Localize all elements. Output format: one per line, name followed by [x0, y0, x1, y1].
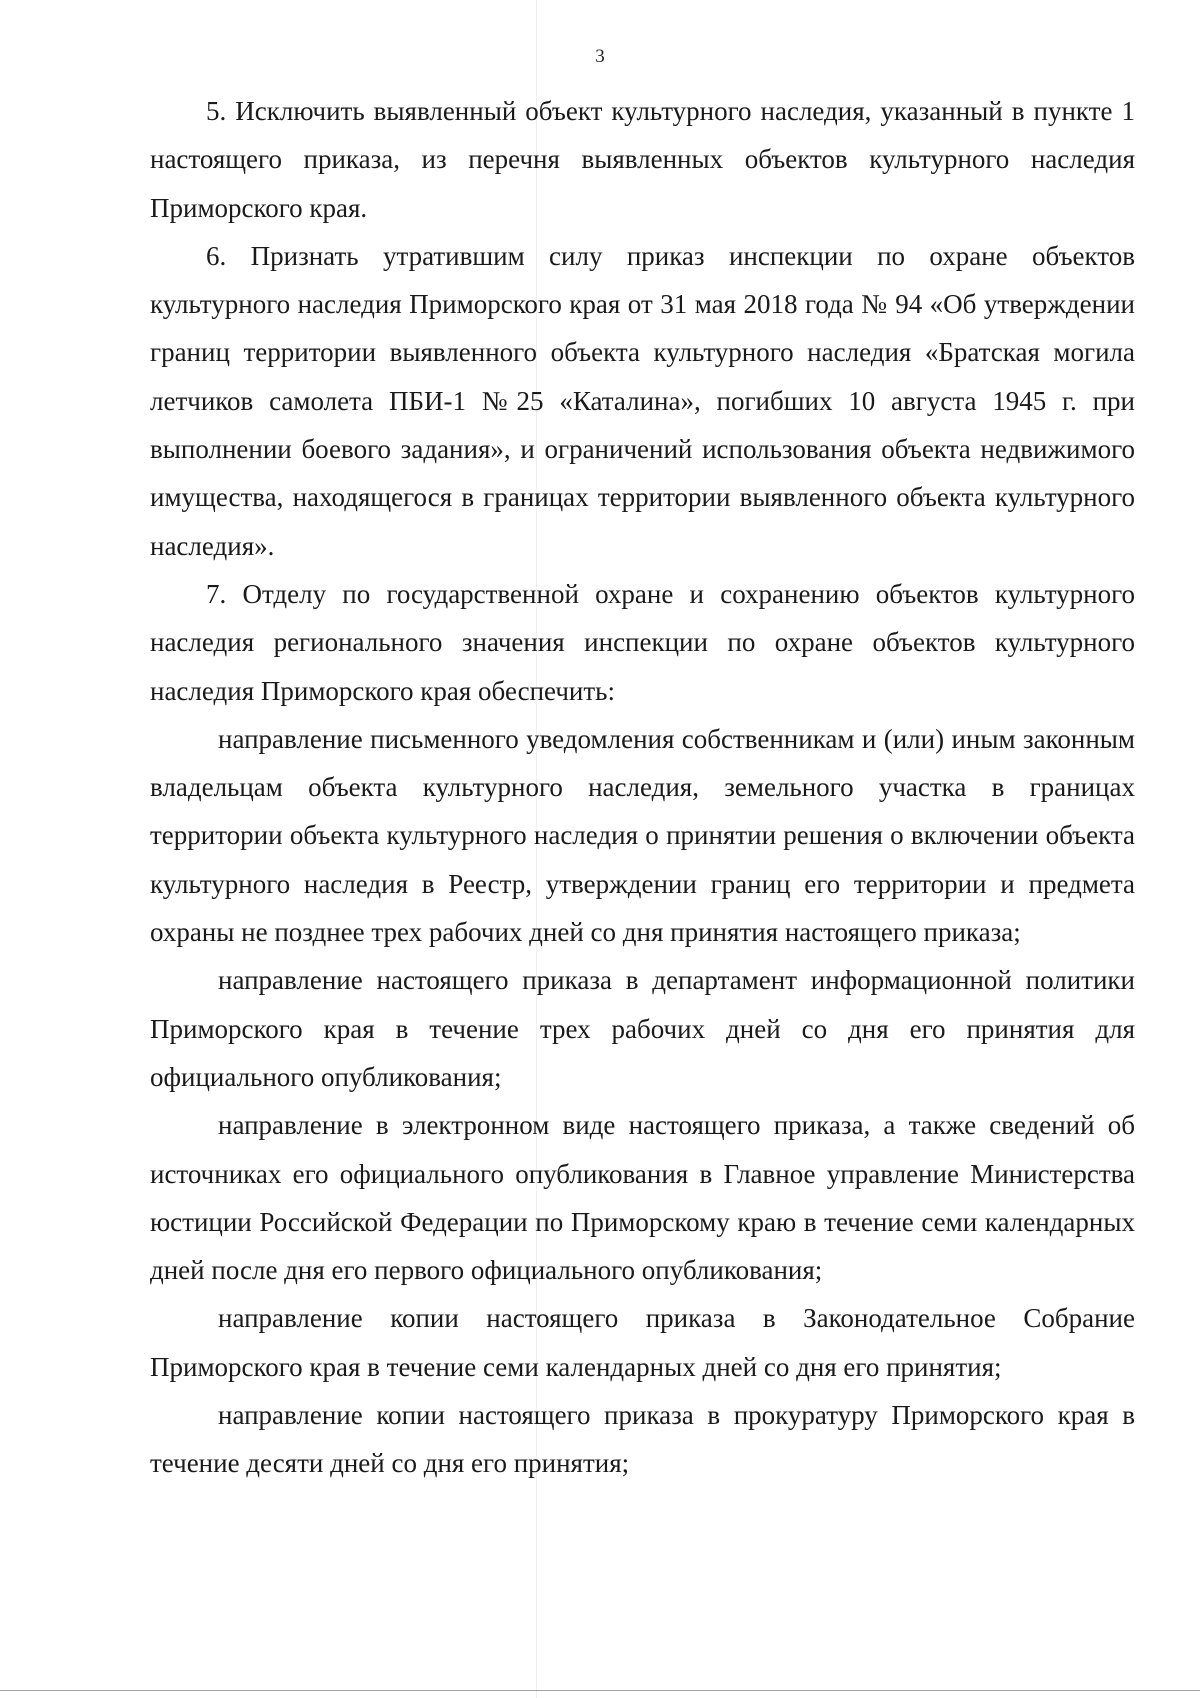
paragraph-item-6: 6. Признать утратившим силу приказ инспекции по охране объектов культурного наследия Приморского края от 31 мая 2018 года № 94 «Об утверждении границ территории выявленного объекта культурного наследия «Братская могила летчиков самолета ПБИ-1 №25 «Каталина», погибших 10 августа 1945 г. при выполнении боевого задания», и ограничений использования объекта недвижимого имущества, находящегося в границах территории выявленного объекта культурного наследия». [150, 240, 1135, 561]
document-body [150, 87, 1135, 1488]
paragraph-subitem-publication: направление настоящего приказа в департамент информационной политики Приморского края в течение трех рабочих дней со дня его принятия для официального опубликования; [150, 965, 1135, 1092]
paragraph-item-7: 7. Отделу по государственной охране и сохранению объектов культурного наследия регионального значения инспекции по охране объектов культурного наследия Приморского края обеспечить: [150, 578, 1135, 706]
paragraph-subitem-ministry-of-justice: направление в электронном виде настоящего приказа, а также сведений об источниках его официального опубликования в Главное управление Министерства юстиции Российской Федерации по Приморскому краю в течение семи календарных дней после дня его первого официального опубликования; [150, 1110, 1135, 1286]
paragraph-item-5: 5. Исключить выявленный объект культурного наследия, указанный в пункте 1 настоящего приказа, из перечня выявленных объектов культурного наследия Приморского края. [150, 96, 1135, 223]
page-bottom-edge [0, 1690, 1200, 1691]
paragraph-subitem-prosecutor: направление копии настоящего приказа в прокуратуру Приморского края в течение десяти дней со дня его принятия; [150, 1400, 1135, 1479]
paragraph-subitem-notification: направление письменного уведомления собственникам и (или) иным законным владельцам объекта культурного наследия, земельного участка в границах территории объекта культурного наследия о принятии решения о включении объекта культурного наследия в Реестр, утверждении границ его территории и предмета охраны не позднее трех рабочих дней со дня принятия настоящего приказа; [150, 723, 1135, 948]
paragraph-subitem-legislative-assembly: направление копии настоящего приказа в Законодательное Собрание Приморского края в течение семи календарных дней со дня его принятия; [150, 1303, 1135, 1382]
page-number: 3 [595, 46, 605, 67]
